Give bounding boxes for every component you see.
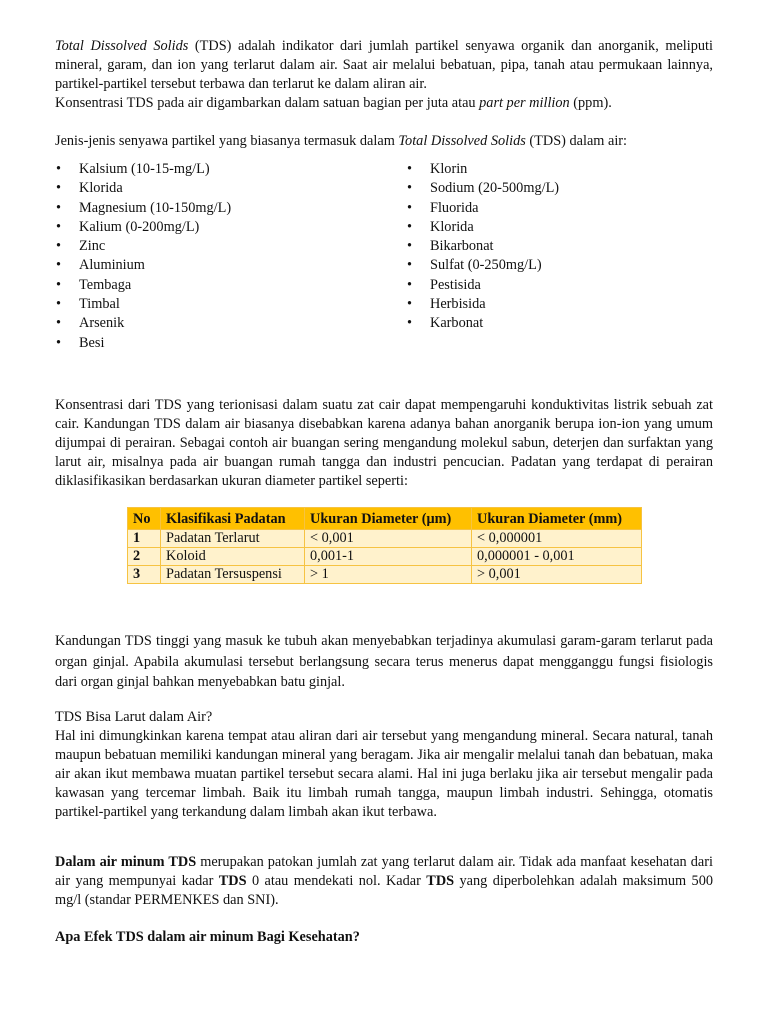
table-cell: < 0,001 [305, 530, 472, 548]
list-item: • Herbisida [406, 295, 559, 314]
table-cell: Padatan Terlarut [161, 530, 305, 548]
table-cell: 2 [128, 548, 161, 566]
list-item: • Zinc [55, 237, 231, 256]
drinking-water-paragraph [55, 853, 713, 910]
table-header-row [128, 508, 642, 530]
intro-sentence: (TDS) adalah indikator dari jumlah partikel senyawa organik dan anorganik, meliputi mineral, garam, dan ion yang terlarut dalam air. Saat air melalui bebatuan, pipa, tanah atau permukaan lainnya, partikel-partikel tersebut terbawa dan terlarut ke dalam aliran air. [55, 38, 713, 92]
table-cell: Padatan Tersuspensi [161, 566, 305, 584]
drinking-text-1: merupakan patokan jumlah zat yang terlarut dalam air. Tidak ada manfaat kesehatan dari air yang mempunyai kadar [55, 854, 713, 889]
dissolve-paragraph: Hal ini dimungkinkan karena tempat atau aliran dari air tersebut yang mengandung mineral. Secara natural, tanah maupun bebatuan memiliki kandungan mineral yang beragam. Jika air mengalir melalui tanah dan bebatuan, maka air akan ikut membawa muatan partikel tersebut secara alami. Hal ini juga berlaku jika air tersebut mengalir pada kawasan yang tercemar limbah. Baik itu limbah rumah tangga, maupun limbah industri. Sehingga, otomatis partikel-partikel yang terkandung dalam limbah akan ikut terbawa. [55, 728, 713, 820]
table-row [128, 566, 642, 584]
intro-term: Total Dissolved Solids [55, 38, 189, 54]
table-cell: 3 [128, 566, 161, 584]
particle-size-table [127, 507, 642, 584]
dissolve-heading: TDS Bisa Larut dalam Air? [55, 709, 213, 725]
table-cell: 1 [128, 530, 161, 548]
ppm-before: Konsentrasi TDS pada air digambarkan dalam satuan bagian per juta atau [55, 95, 480, 111]
types-heading [55, 132, 713, 151]
list-item: • Fluorida [406, 199, 559, 218]
list-item: • Tembaga [55, 276, 231, 295]
list-item: • Magnesium (10-150mg/L) [55, 199, 231, 218]
types-heading-term: Total Dissolved Solids [398, 133, 526, 149]
effects-heading [55, 928, 713, 947]
concentration-paragraph: Konsentrasi dari TDS yang terionisasi dalam suatu zat cair dapat mempengaruhi konduktivitas listrik sebuah zat cair. Kandungan TDS dalam air biasanya disebabkan karena adanya bahan anorganik berupa ion-ion yang umum dijumpai di perairan. Sebagai contoh air buangan sering mengandung molekul sabun, deterjen dan surfaktan yang larut air, misalnya pada air buangan rumah tangga dan industri pencucian. Padatan yang terdapat di perairan diklasifikasikan berdasarkan ukuran diameter partikel seperti: [55, 397, 713, 489]
table-header-cell: Klasifikasi Padatan [161, 508, 305, 530]
list-item: • Klorida [406, 218, 559, 237]
list-item: • Bikarbonat [406, 237, 559, 256]
list-item: • Sulfat (0-250mg/L) [406, 256, 559, 275]
types-heading-after: (TDS) dalam air: [525, 133, 628, 149]
table-cell: < 0,000001 [472, 530, 642, 548]
list-item: • Besi [55, 334, 231, 353]
ppm-term: part per million [479, 95, 570, 111]
list-item: • Arsenik [55, 314, 231, 333]
table-header-cell: Ukuran Diameter (μm) [305, 508, 472, 530]
health-paragraph: Kandungan TDS tinggi yang masuk ke tubuh akan menyebabkan terjadinya akumulasi garam-garam terlarut pada organ ginjal. Apabila akumulasi tersebut berlangsung secara terus menerus dapat mengganggu fungsi fisiologis dari organ ginjal bahkan menyebabkan batu ginjal. [55, 633, 713, 690]
list-item: • Klorida [55, 179, 231, 198]
list-item: • Aluminium [55, 256, 231, 275]
drinking-bold-2: TDS [218, 873, 247, 889]
particle-list-left [55, 160, 231, 353]
table-cell: > 0,001 [472, 566, 642, 584]
table-row [128, 530, 642, 548]
list-item: • Timbal [55, 295, 231, 314]
table-cell: 0,000001 - 0,001 [472, 548, 642, 566]
drinking-bold-1: Dalam air minum TDS [55, 854, 197, 870]
table-cell: Koloid [161, 548, 305, 566]
ppm-after: (ppm). [569, 95, 612, 111]
drinking-text-2: 0 atau mendekati nol. Kadar [246, 873, 427, 889]
intro-paragraph [55, 37, 713, 94]
list-item: • Klorin [406, 160, 559, 179]
table-cell: 0,001-1 [305, 548, 472, 566]
effects-heading-text: Apa Efek TDS dalam air minum Bagi Kesehatan? [55, 929, 360, 945]
list-item: • Sodium (20-500mg/L) [406, 179, 559, 198]
table-cell: > 1 [305, 566, 472, 584]
list-item: • Pestisida [406, 276, 559, 295]
list-item: • Kalium (0-200mg/L) [55, 218, 231, 237]
ppm-sentence [55, 94, 713, 113]
table-header-cell: No [128, 508, 161, 530]
table-header-cell: Ukuran Diameter (mm) [472, 508, 642, 530]
list-item: • Kalsium (10-15-mg/L) [55, 160, 231, 179]
particle-list-right [406, 160, 559, 334]
drinking-text-3: yang diperbolehkan adalah maksimum 500 mg/l (standar PERMENKES dan SNI). [55, 873, 713, 908]
table-row [128, 548, 642, 566]
list-item: • Karbonat [406, 314, 559, 333]
types-heading-before: Jenis-jenis senyawa partikel yang biasanya termasuk dalam [55, 133, 399, 149]
drinking-bold-3: TDS [426, 873, 455, 889]
